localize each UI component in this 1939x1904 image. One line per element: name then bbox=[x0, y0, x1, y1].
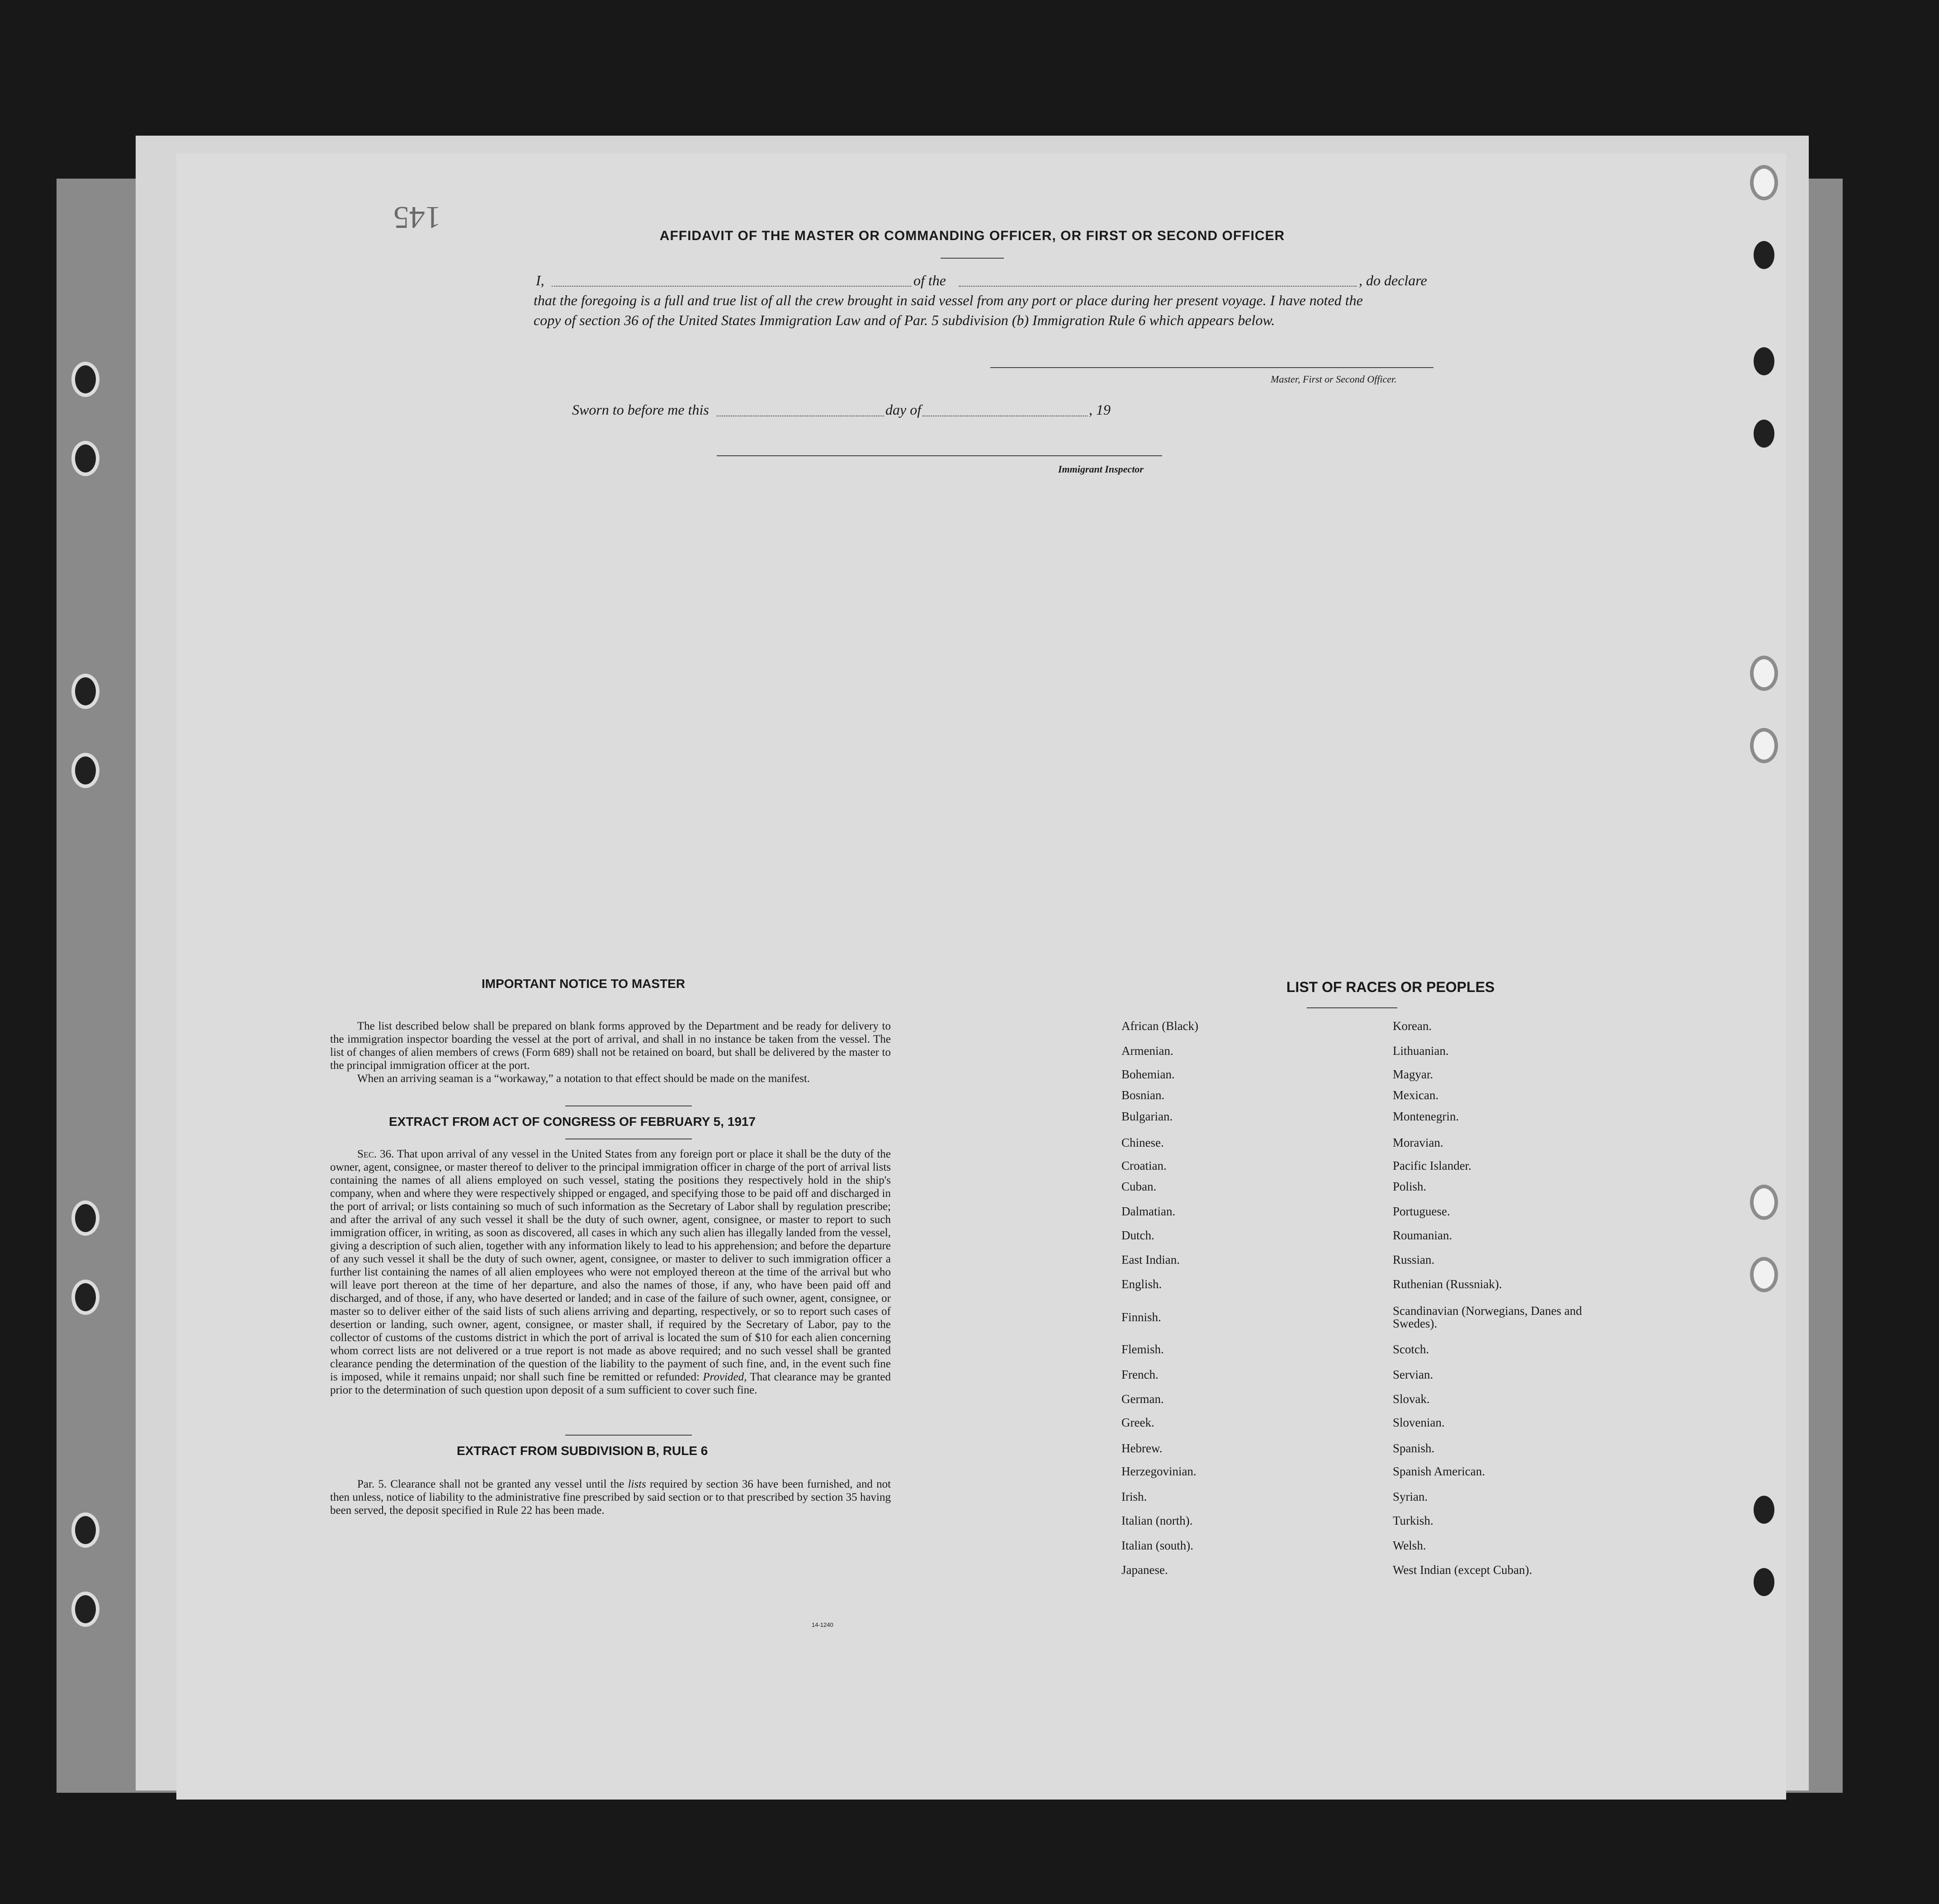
sworn-month-field[interactable] bbox=[922, 405, 1088, 416]
manifest-page bbox=[176, 154, 1786, 1800]
affidavit-title: AFFIDAVIT OF THE MASTER OR COMMANDING OFFICER, OR FIRST OR SECOND OFFICER bbox=[659, 228, 1285, 243]
binder-hole bbox=[71, 1512, 99, 1548]
page-hole bbox=[1750, 416, 1778, 451]
race-item: English. bbox=[1121, 1277, 1162, 1291]
race-item: Ruthenian (Russniak). bbox=[1393, 1277, 1502, 1291]
race-item: African (Black) bbox=[1121, 1019, 1199, 1033]
race-item: Cuban. bbox=[1121, 1180, 1157, 1193]
binder-hole bbox=[71, 362, 99, 397]
divider bbox=[1307, 1007, 1397, 1008]
race-item: Montenegrin. bbox=[1393, 1110, 1459, 1123]
race-item: Scandinavian (Norwegians, Danes and Swedes). bbox=[1393, 1304, 1582, 1330]
race-item: Greek. bbox=[1121, 1416, 1154, 1429]
rule-6-text bbox=[330, 1478, 891, 1517]
race-item: Dutch. bbox=[1121, 1228, 1154, 1242]
page-hole bbox=[1750, 165, 1778, 200]
page-hole bbox=[1750, 656, 1778, 691]
race-item: Korean. bbox=[1393, 1019, 1432, 1033]
vessel-field[interactable] bbox=[959, 275, 1357, 287]
binder-hole bbox=[71, 1592, 99, 1627]
notice-paragraph: The list described below shall be prepared on blank forms approved by the Department and be ready for delivery to the immigration inspector boarding the vessel at the port of arrival, and shall in no instance be taken from the vessel. The list of changes of alien members of crews (Form 689) shall not be retained on board, but shall be delivered by the master to the principal immigration officer at the port. bbox=[330, 1020, 891, 1072]
race-item: Croatian. bbox=[1121, 1159, 1167, 1172]
race-item: Italian (north). bbox=[1121, 1514, 1193, 1527]
sec-label: Sec. 36. bbox=[357, 1148, 394, 1160]
sworn-year: , 19 bbox=[1089, 402, 1111, 418]
race-item: German. bbox=[1121, 1392, 1164, 1406]
race-item: Mexican. bbox=[1393, 1088, 1439, 1102]
inspector-label: Immigrant Inspector bbox=[1058, 463, 1144, 475]
page-hole bbox=[1750, 728, 1778, 763]
race-item: Finnish. bbox=[1121, 1310, 1161, 1324]
race-item: Servian. bbox=[1393, 1368, 1433, 1381]
race-item: Irish. bbox=[1121, 1490, 1147, 1503]
race-item: Bohemian. bbox=[1121, 1068, 1175, 1081]
declaration-i: I, bbox=[536, 272, 544, 288]
race-item: Lithuanian. bbox=[1393, 1044, 1449, 1058]
rule-6-text-b: required by section 36 have been furnished, and not then unless, notice of liability to the administrative fine prescribed by said section or to that prescribed by section 35 having been served, the deposit specified in Rule 22 has been made. bbox=[330, 1478, 891, 1517]
race-item: Pacific Islander. bbox=[1393, 1159, 1471, 1172]
rule-6-text-a: Par. 5. Clearance shall not be granted any vessel until the bbox=[357, 1478, 624, 1490]
race-item: Herzegovinian. bbox=[1121, 1465, 1197, 1478]
race-item: Portuguese. bbox=[1393, 1205, 1450, 1218]
race-item: Japanese. bbox=[1121, 1563, 1168, 1577]
master-signature-label: Master, First or Second Officer. bbox=[1271, 373, 1397, 385]
page-hole bbox=[1750, 1185, 1778, 1220]
race-item: Moravian. bbox=[1393, 1136, 1443, 1149]
declaration-of-the: of the bbox=[913, 272, 946, 288]
provided-text: That clearance may be granted prior to the determination of such question upon deposit of a sum sufficient to cover such fine. bbox=[330, 1371, 891, 1396]
race-item: Slovak. bbox=[1393, 1392, 1430, 1406]
declaration-line-2: that the foregoing is a full and true list of all the crew brought in said vessel from any port or place during her present voyage. I have noted the bbox=[534, 292, 1363, 308]
race-item: East Indian. bbox=[1121, 1253, 1180, 1266]
race-item: Roumanian. bbox=[1393, 1228, 1452, 1242]
inspector-signature-field[interactable] bbox=[717, 455, 1162, 456]
race-item: Welsh. bbox=[1393, 1539, 1426, 1552]
race-item: Chinese. bbox=[1121, 1136, 1164, 1149]
race-item: Magyar. bbox=[1393, 1068, 1433, 1081]
rule-6-lists: lists bbox=[628, 1478, 646, 1490]
binder-hole bbox=[71, 441, 99, 476]
binder-hole bbox=[71, 1200, 99, 1236]
declaration-do-declare: , do declare bbox=[1359, 272, 1427, 288]
sworn-text: Sworn to before me this bbox=[572, 402, 709, 418]
master-signature-field[interactable] bbox=[990, 367, 1433, 368]
race-item: Russian. bbox=[1393, 1253, 1435, 1266]
race-item: Dalmatian. bbox=[1121, 1205, 1176, 1218]
page-hole bbox=[1750, 1564, 1778, 1600]
page-hole bbox=[1750, 1257, 1778, 1292]
divider bbox=[941, 258, 1004, 259]
provided-label: Provided, bbox=[703, 1371, 747, 1383]
form-number: 14-1240 bbox=[812, 1621, 833, 1628]
notice-paragraph: When an arriving seaman is a “workaway,” a notation to that effect should be made on the manifest. bbox=[357, 1072, 810, 1085]
binder-hole bbox=[71, 1280, 99, 1315]
section-36-body: That upon arrival of any vessel in the United States from any foreign port or place it shall be the duty of the owner, agent, consignee, or master thereof to deliver to the principal immigration officer in charge of the port of arrival lists containing the names of all aliens employed on such vessel, stating the positions they respectively hold in the ship's company, when and where they were respectively shipped or engaged, and specifying those to be paid off and discharged in the port of arrival; or lists containing so much of such information as the Secretary of Labor shall by regulation prescribe; and after the arrival of any such vessel it shall be the duty of such owner, agent, consignee, or master to report to such immigration officer, in writing, as soon as discovered, all cases in which any such alien has illegally landed from the vessel, giving a description of such alien, together with any information likely to lead to his apprehension; and before the departure of any such vessel it shall be the duty of such owner, agent, consignee, or master to deliver to such immigration officer a further list containing the names of all alien employees who were not employed thereon at the time of the arrival but who will leave port thereon at the time of her departure, and also the names of those, if any, who have been paid off and discharged, and of those, if any, who have deserted or landed; and in case of the failure of such owner, agent, consignee, or master so to deliver either of the said lists of such aliens arriving and departing, respectively, or so to report such cases of desertion or landing, such owner, agent, consignee, or master shall, if required by the Secretary of Labor, pay to the collector of customs of the customs district in which the port of arrival is located the sum of $10 for each alien concerning whom correct lists are not delivered or a true report is not made as above required; and no such vessel shall be granted clearance pending the determination of the question of the liability to the payment of such fine, and, in the event such fine is imposed, while it remains unpaid; nor shall such fine be remitted or refunded: bbox=[330, 1148, 891, 1383]
race-item: Turkish. bbox=[1393, 1514, 1433, 1527]
name-field[interactable] bbox=[552, 275, 911, 287]
race-item: Italian (south). bbox=[1121, 1539, 1193, 1552]
divider bbox=[565, 1435, 692, 1436]
race-item: French. bbox=[1121, 1368, 1159, 1381]
extract-rule-title: EXTRACT FROM SUBDIVISION B, RULE 6 bbox=[457, 1444, 708, 1458]
page-hole bbox=[1750, 1492, 1778, 1527]
sworn-day-of: day of bbox=[885, 402, 922, 418]
notice-title: IMPORTANT NOTICE TO MASTER bbox=[482, 977, 686, 991]
race-item: Syrian. bbox=[1393, 1490, 1428, 1503]
race-item: West Indian (except Cuban). bbox=[1393, 1563, 1532, 1577]
binder-hole bbox=[71, 674, 99, 709]
binder-hole bbox=[71, 753, 99, 788]
page-hole bbox=[1750, 344, 1778, 379]
race-item: Armenian. bbox=[1121, 1044, 1173, 1058]
race-item: Bosnian. bbox=[1121, 1088, 1165, 1102]
race-item: Polish. bbox=[1393, 1180, 1427, 1193]
sworn-day-field[interactable] bbox=[717, 405, 884, 416]
race-item: Slovenian. bbox=[1393, 1416, 1445, 1429]
page-number: 145 bbox=[393, 200, 441, 235]
extract-act-title: EXTRACT FROM ACT OF CONGRESS OF FEBRUARY 5, 1917 bbox=[389, 1115, 756, 1129]
race-item: Scotch. bbox=[1393, 1342, 1429, 1356]
section-36-text bbox=[330, 1148, 891, 1397]
race-item: Hebrew. bbox=[1121, 1441, 1163, 1455]
declaration-line-3: copy of section 36 of the United States Immigration Law and of Par. 5 subdivision (b) Immigration Rule 6 which appears below. bbox=[534, 312, 1275, 328]
race-item: Spanish American. bbox=[1393, 1465, 1485, 1478]
race-item: Bulgarian. bbox=[1121, 1110, 1173, 1123]
race-item: Flemish. bbox=[1121, 1342, 1164, 1356]
races-title: LIST OF RACES OR PEOPLES bbox=[1286, 979, 1495, 995]
race-item: Spanish. bbox=[1393, 1441, 1435, 1455]
